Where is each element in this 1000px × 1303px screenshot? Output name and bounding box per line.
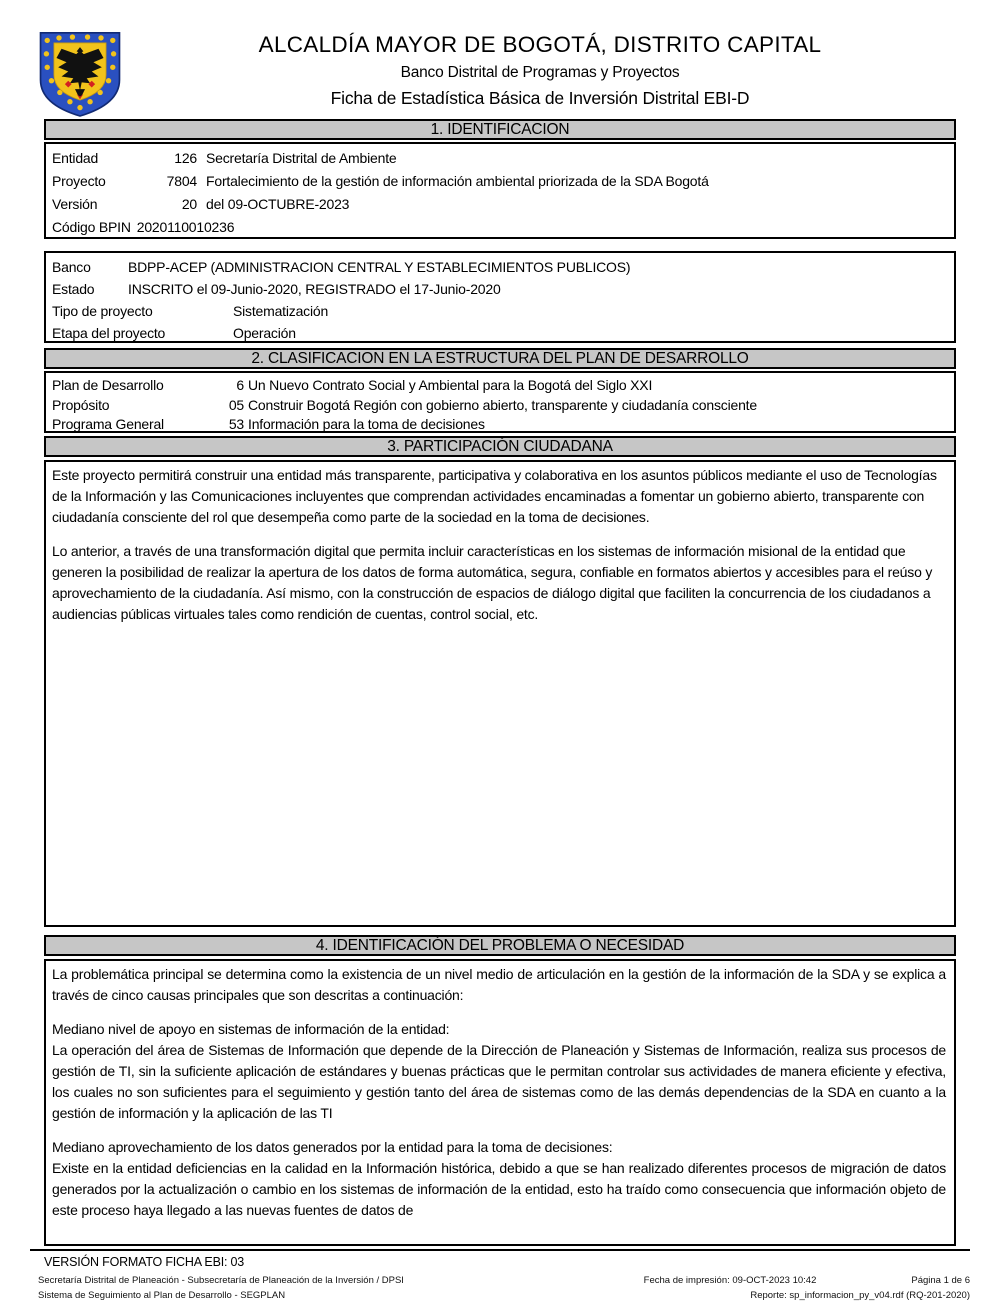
- document-title: ALCALDÍA MAYOR DE BOGOTÁ, DISTRITO CAPITAL: [258, 32, 822, 57]
- field-row-proyecto: [52, 170, 948, 193]
- field-label: Proyecto: [52, 173, 106, 189]
- field-code: 20: [181, 196, 197, 212]
- footer-divider: [30, 1249, 970, 1251]
- clasif-row-programa-general: [52, 415, 948, 435]
- problema-cause2-body: Existe en la entidad deficiencias en la calidad en la Información histórica, debido a que se han realizado diferentes procesos de migración de datos generados por la actualización o cambio en los sistemas de información de la entidad, esto ha traído como consecuencia que información objeto de este proceso haya llegado a las nuevas fuentes de datos de: [52, 1160, 946, 1218]
- footer-format-version: VERSIÓN FORMATO FICHA EBI: 03: [44, 1255, 245, 1269]
- problema-box: [44, 959, 956, 1246]
- field-label: Código BPIN: [52, 219, 131, 235]
- section-participacion-header: 3. PARTICIPACIÓN CIUDADANA: [44, 436, 956, 457]
- identificacion-fields-box: [44, 142, 956, 239]
- clasif-label: Propósito: [52, 396, 110, 413]
- section-clasificacion-header: 2. CLASIFICACION EN LA ESTRUCTURA DEL PLAN DE DESARROLLO: [44, 348, 956, 369]
- clasificacion-box: [44, 371, 956, 433]
- participacion-paragraph-1: Este proyecto permitirá construir una entidad más transparente, participativa y colaborativa en los asuntos públicos mediante el uso de Tecnologías de la Información y las Comunicaciones incluyentes que comprendan actividades encaminadas a fomentar un gobierno abierto, transparente con ciudadanía consciente del rol que desempeña como parte de la sociedad en la toma de decisiones.: [52, 467, 937, 525]
- problema-intro: La problemática principal se determina como la existencia de un nivel medio de articulación en la gestión de la información de la SDA y se explica a través de cinco causas principales que son descritas a continuación:: [52, 966, 946, 1003]
- detail-label: Estado: [52, 281, 95, 297]
- document-subtitle-ficha: Ficha de Estadística Básica de Inversión Distrital EBI-D: [330, 88, 750, 108]
- section-problema-header: 4. IDENTIFICACIÓN DEL PROBLEMA O NECESIDAD: [44, 935, 956, 956]
- clasif-code: 6: [236, 377, 244, 393]
- field-value: Fortalecimiento de la gestión de información ambiental priorizada de la SDA Bogotá: [206, 173, 709, 189]
- footer-row-2: [38, 1288, 970, 1303]
- section-identificacion-header: 1. IDENTIFICACION: [44, 119, 956, 140]
- field-row-entidad: [52, 147, 948, 170]
- footer-system-line: Sistema de Seguimiento al Plan de Desarrollo - SEGPLAN: [38, 1290, 286, 1301]
- clasif-code: 53: [228, 416, 244, 432]
- clasif-row-plan-desarrollo: [52, 376, 948, 396]
- field-value: 2020110010236: [136, 219, 235, 235]
- detail-label: Banco: [52, 259, 91, 275]
- document-titles: [120, 30, 960, 111]
- participacion-box: [44, 460, 956, 927]
- clasif-code: 05: [228, 396, 244, 413]
- detail-value: Operación: [233, 325, 296, 341]
- footer-row-1: [38, 1273, 970, 1288]
- field-value: del 09-OCTUBRE-2023: [206, 196, 350, 212]
- footer-entity-line: Secretaría Distrital de Planeación - Subsecretaría de Planeación de la Inversión / DPSI: [38, 1275, 404, 1286]
- detail-label: Etapa del proyecto: [52, 325, 166, 341]
- participacion-paragraph-2: Lo anterior, a través de una transformación digital que permita incluir características en los sistemas de información misional de la entidad que generen la posibilidad de realizar la apertura de los datos de forma automática, segura, confiable en formatos abiertos y accesibles para el reúso y aprovechamiento de la ciudadanía. Así mismo, con la construcción de espacios de diálogo digital que faciliten la concurrencia de los ciudadanos a audiencias públicas virtuales tales como rendición de cuentas, control social, etc.: [52, 543, 933, 622]
- problema-cause2-heading: Mediano aprovechamiento de los datos generados por la entidad para la toma de decisiones:: [52, 1139, 613, 1155]
- identificacion-details-box: [44, 251, 956, 343]
- detail-value: INSCRITO el 09-Junio-2020, REGISTRADO el 17-Junio-2020: [128, 281, 501, 297]
- footer-report-name: Reporte: sp_informacion_py_v04.rdf (RQ-201-2020): [750, 1290, 970, 1301]
- detail-row-estado: [52, 278, 948, 300]
- clasif-label: Programa General: [52, 416, 164, 432]
- clasif-row-proposito: [52, 396, 948, 416]
- detail-value: BDPP-ACEP (ADMINISTRACION CENTRAL Y ESTABLECIMIENTOS PUBLICOS): [128, 259, 631, 275]
- clasif-value: Información para la toma de decisiones: [248, 416, 485, 432]
- field-value: Secretaría Distrital de Ambiente: [206, 150, 397, 166]
- detail-row-tipo-proyecto: [52, 300, 948, 322]
- clasif-label: Plan de Desarrollo: [52, 377, 164, 393]
- field-row-codigo-bpin: [52, 216, 948, 239]
- field-label: Versión: [52, 196, 98, 212]
- field-row-version: [52, 193, 948, 216]
- field-label: Entidad: [52, 150, 99, 166]
- problema-cause1-body: La operación del área de Sistemas de Información que depende de la Dirección de Planeación y Sistemas de Información, realiza sus procesos de gestión de TI, sin la suficiente aplicación de estándares y buenas prácticas que le permitan controlar sus actividades de manera eficiente y efectiva, los cuales no son suficientes para el seguimiento y gestión tanto del área de sistemas como de las demás dependencias de la SDA en cuanto a la gestión de información y la aplicación de las TI: [52, 1042, 946, 1121]
- document-subtitle-bank: Banco Distrital de Programas y Proyectos: [400, 64, 680, 81]
- clasif-value: Construir Bogotá Región con gobierno abierto, transparente y ciudadanía consciente: [248, 396, 757, 413]
- problema-cause1-heading: Mediano nivel de apoyo en sistemas de información de la entidad:: [52, 1021, 450, 1037]
- footer-page-number: Página 1 de 6: [911, 1275, 970, 1286]
- document-header: [0, 0, 1000, 117]
- detail-label: Tipo de proyecto: [52, 303, 153, 319]
- footer-print-date: Fecha de impresión: 09-OCT-2023 10:42: [643, 1275, 817, 1286]
- detail-value: Sistematización: [233, 303, 329, 319]
- detail-row-banco: [52, 256, 948, 278]
- field-code: 126: [174, 150, 197, 166]
- field-code: 7804: [166, 173, 197, 189]
- bogota-coat-of-arms-icon: [38, 30, 122, 118]
- detail-row-etapa-proyecto: [52, 322, 948, 344]
- clasif-value: Un Nuevo Contrato Social y Ambiental para la Bogotá del Siglo XXI: [248, 377, 653, 393]
